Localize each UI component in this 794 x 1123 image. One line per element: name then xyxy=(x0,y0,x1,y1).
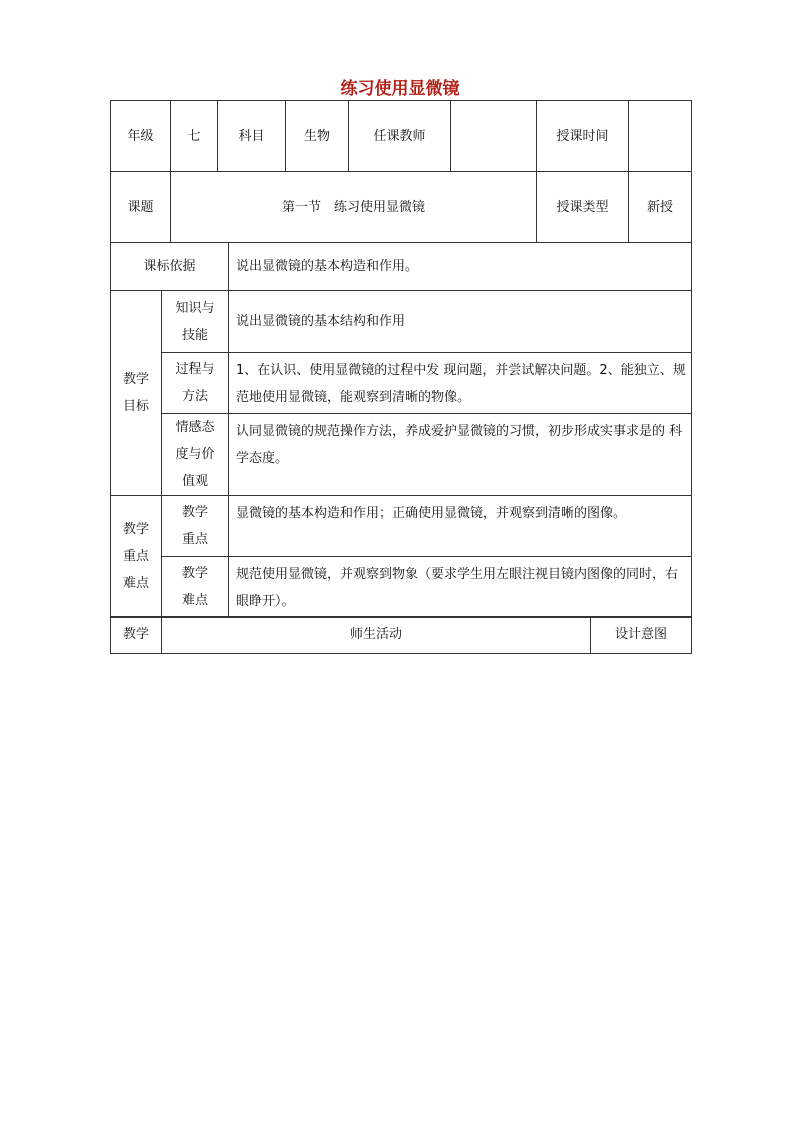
objectives-label-line: 教学 xyxy=(122,372,149,387)
label-line: 技能 xyxy=(182,327,209,343)
subject-label: 科目 xyxy=(218,101,286,172)
label-line: 情感态 xyxy=(175,420,215,435)
label-line: 教学 xyxy=(182,566,209,581)
objectives-label xyxy=(111,291,162,496)
difficulty-label xyxy=(162,557,229,618)
label-line: 方法 xyxy=(182,389,209,404)
teacher-label: 任课教师 xyxy=(349,101,451,172)
grade-label: 年级 xyxy=(111,101,171,172)
label-line: 难点 xyxy=(182,593,209,608)
key-point-value: 显微镜的基本构造和作用；正确使用显微镜，并观察到清晰的图像。 xyxy=(229,496,692,557)
basis-value: 说出显微镜的基本构造和作用。 xyxy=(229,243,692,291)
footer-intent-label: 设计意图 xyxy=(591,617,692,654)
attitude-values-label xyxy=(162,414,229,496)
basis-label: 课标依据 xyxy=(111,243,229,291)
keypoints-label xyxy=(111,496,162,618)
objectives-table xyxy=(110,242,692,618)
grade-value: 七 xyxy=(171,101,218,172)
lesson-type-value: 新授 xyxy=(629,172,692,243)
label-line: 教学 xyxy=(182,505,209,520)
objectives-label-line: 目标 xyxy=(122,399,149,414)
lesson-type-label: 授课类型 xyxy=(537,172,629,243)
knowledge-skill-value: 说出显微镜的基本结构和作用 xyxy=(229,291,692,353)
keypoints-label-line: 教学 xyxy=(122,522,149,537)
label-line: 值观 xyxy=(182,474,209,489)
document-title: 练习使用显微镜 xyxy=(340,79,460,99)
keypoints-label-line: 难点 xyxy=(122,576,149,591)
process-method-label xyxy=(162,353,229,414)
topic-label: 课题 xyxy=(111,172,171,243)
time-value xyxy=(629,101,692,172)
teacher-value xyxy=(451,101,537,172)
label-line: 重点 xyxy=(182,532,209,547)
footer-teaching-label: 教学 xyxy=(111,617,162,654)
knowledge-skill-label xyxy=(162,291,229,353)
time-label: 授课时间 xyxy=(537,101,629,172)
attitude-values-value: 认同显微镜的规范操作方法，养成爱护显微镜的习惯，初步形成实事求是的 科学态度。 xyxy=(229,414,692,496)
footer-activities-label: 师生活动 xyxy=(162,617,591,654)
topic-value: 第一节 练习使用显微镜 xyxy=(171,172,537,243)
activities-header-table xyxy=(110,616,692,654)
label-line: 过程与 xyxy=(175,362,215,377)
label-line: 知识与 xyxy=(175,300,215,316)
label-line: 度与价 xyxy=(175,447,215,462)
subject-value: 生物 xyxy=(286,101,349,172)
keypoints-label-line: 重点 xyxy=(122,549,149,564)
process-method-value: 1、在认识、使用显微镜的过程中发 现问题，并尝试解决问题。2、能独立、规范地使用显微镜，能观察到清晰的物像。 xyxy=(229,353,692,414)
key-point-label xyxy=(162,496,229,557)
difficulty-value: 规范使用显微镜，并观察到物象（要求学生用左眼注视目镜内图像的同时，右眼睁开）。 xyxy=(229,557,692,618)
lesson-header-table xyxy=(110,100,692,243)
